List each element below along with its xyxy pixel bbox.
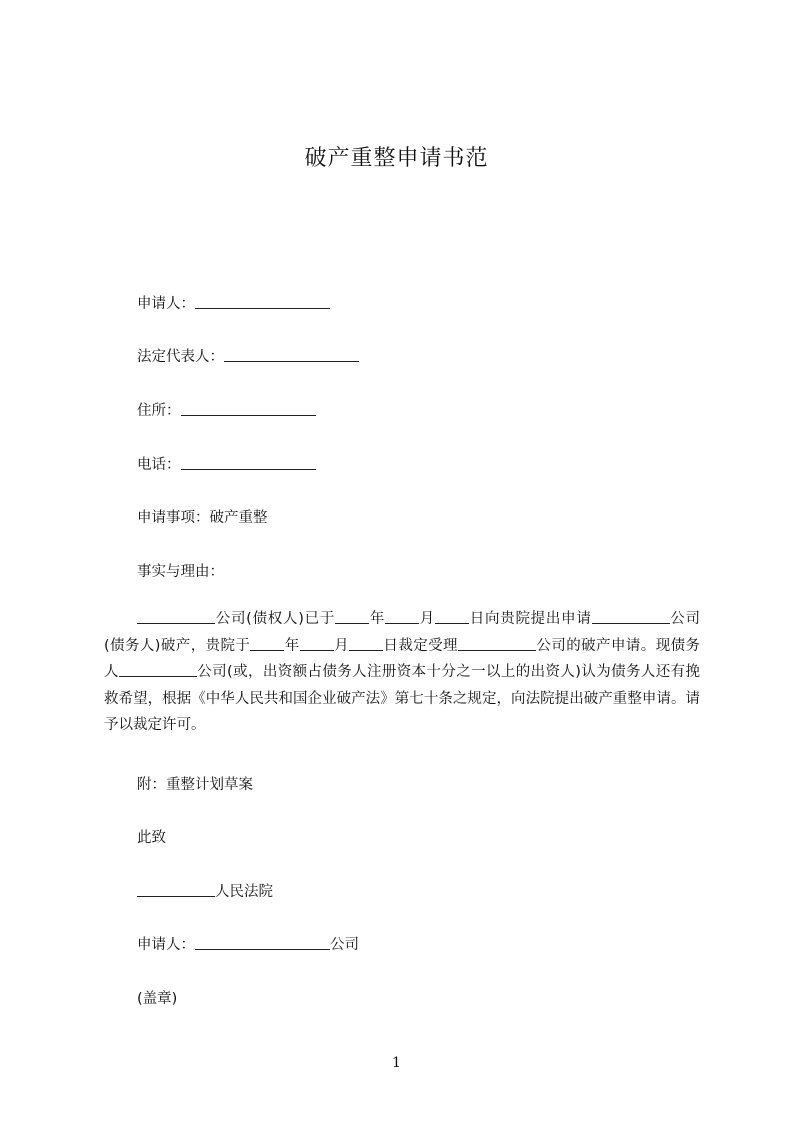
document-title: 破产重整申请书范: [304, 146, 489, 171]
facts-paragraph: 公司(债权人)已于 年 月 日向贵院提出申请 公司(债务人)破产，贵院于 年 月 日裁定受理 公司的破产申请。现债务人 公司(或，出资额占债务人注册资本十分之一以上的出资人)认为债务人还有挽救希望，根据《中华人民共和国企业破产法》第七十条之规定，向法院提出破产重整申请。请予以裁定许可。: [104, 611, 701, 733]
address-blank[interactable]: [181, 414, 316, 416]
month-blank-2[interactable]: [300, 649, 334, 651]
signature-applicant-label: 申请人：: [137, 937, 195, 953]
debtor-blank[interactable]: [592, 622, 670, 624]
signature-applicant-blank[interactable]: [195, 948, 330, 950]
page-number: 1: [392, 1055, 401, 1071]
legal-rep-field: [137, 345, 359, 366]
court-line: [137, 880, 273, 901]
applicant-label: 申请人：: [137, 296, 195, 312]
phone-blank[interactable]: [181, 468, 316, 470]
facts-label: 事实与理由：: [137, 564, 224, 580]
month-blank-1[interactable]: [385, 622, 419, 624]
year-blank-2[interactable]: [250, 649, 284, 651]
salutation: 此致: [137, 830, 166, 846]
signature-applicant: [137, 933, 359, 954]
applicant-field: [137, 292, 330, 313]
creditor-blank[interactable]: [137, 622, 215, 624]
day-blank-1[interactable]: [435, 622, 469, 624]
accepted-company-blank[interactable]: [458, 649, 536, 651]
phone-field: [137, 453, 316, 474]
year-blank-1[interactable]: [335, 622, 369, 624]
seal-label: (盖章): [137, 991, 178, 1007]
address-field: [137, 399, 316, 420]
address-label: 住所：: [137, 403, 181, 419]
attachment-line: 附：重整计划草案: [137, 777, 253, 793]
court-blank[interactable]: [137, 895, 215, 897]
legal-rep-blank[interactable]: [224, 360, 359, 362]
court-suffix: 人民法院: [215, 884, 273, 900]
application-matter: 申请事项：破产重整: [137, 510, 268, 526]
day-blank-2[interactable]: [349, 649, 383, 651]
phone-label: 电话：: [137, 457, 181, 473]
legal-rep-label: 法定代表人：: [137, 349, 224, 365]
applicant-blank[interactable]: [195, 307, 330, 309]
signature-company-suffix: 公司: [330, 937, 359, 953]
debtor-blank-2[interactable]: [119, 675, 197, 677]
